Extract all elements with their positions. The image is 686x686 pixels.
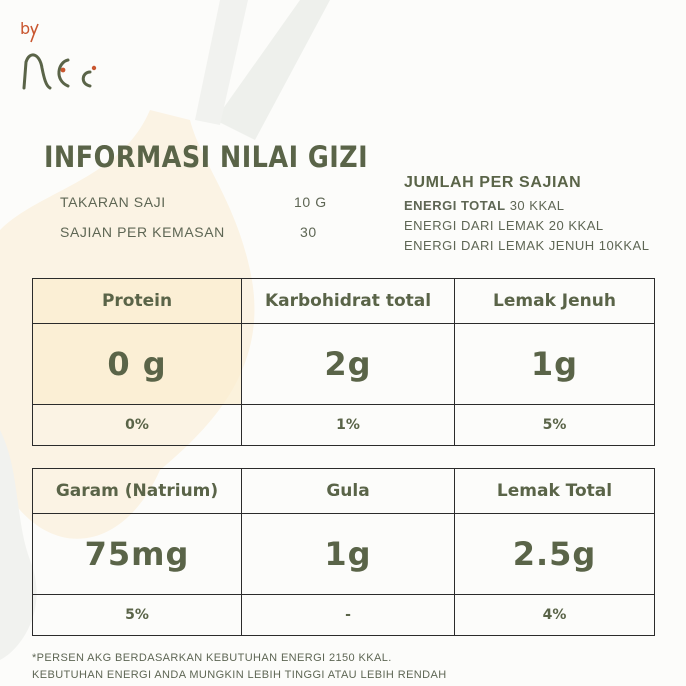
nutrient-percent: -: [242, 595, 455, 636]
servings-per-pack-row: [60, 224, 317, 240]
nutrient-percent: 5%: [33, 595, 242, 636]
nutrient-name: Lemak Total: [455, 469, 655, 514]
nutrient-percent: 4%: [455, 595, 655, 636]
nutrient-amount: 1g: [242, 514, 455, 595]
energy-sat-fat-line: ENERGI DARI LEMAK JENUH 10KKAL: [404, 238, 650, 253]
nutrient-amount: 2.5g: [455, 514, 655, 595]
serving-size-value: 10 G: [294, 194, 327, 210]
nutrient-percent: 0%: [33, 405, 242, 446]
nutrient-amount: 0 g: [33, 324, 242, 405]
footnote-line-2: KEBUTUHAN ENERGI ANDA MUNGKIN LEBIH TINGGI ATAU LEBIH RENDAH: [32, 669, 447, 681]
page-title: INFORMASI NILAI GIZI: [44, 140, 369, 174]
nutrient-table-2: [32, 468, 655, 636]
nutrient-name: Garam (Natrium): [33, 469, 242, 514]
serving-size-label: TAKARAN SAJI: [60, 194, 166, 210]
footnote: [32, 650, 447, 684]
serving-size-row: [60, 194, 327, 210]
energy-total-value: 30 KKAL: [509, 198, 565, 213]
nutrient-amount: 1g: [455, 324, 655, 405]
energy-fat-line: ENERGI DARI LEMAK 20 KKAL: [404, 218, 604, 233]
nutrient-percent: 1%: [242, 405, 455, 446]
energy-total-line: [404, 196, 649, 216]
nutrient-table-1: [32, 278, 655, 446]
nutrient-name: Karbohidrat total: [242, 279, 455, 324]
energy-panel: [404, 174, 649, 256]
nutrient-name: Protein: [33, 279, 242, 324]
energy-total-label: ENERGI TOTAL: [404, 198, 506, 213]
nutrient-percent: 5%: [455, 405, 655, 446]
servings-per-pack-label: SAJIAN PER KEMASAN: [60, 224, 225, 240]
nutrient-amount: 2g: [242, 324, 455, 405]
nutrient-amount: 75mg: [33, 514, 242, 595]
brand-logo: [16, 12, 106, 102]
servings-per-pack-value: 30: [300, 224, 317, 240]
svg-text:b: b: [20, 19, 31, 38]
nutrient-name: Lemak Jenuh: [455, 279, 655, 324]
footnote-line-1: *PERSEN AKG BERDASARKAN KEBUTUHAN ENERGI 2150 KKAL.: [32, 652, 392, 664]
nutrient-name: Gula: [242, 469, 455, 514]
energy-heading: JUMLAH PER SAJIAN: [404, 174, 582, 191]
